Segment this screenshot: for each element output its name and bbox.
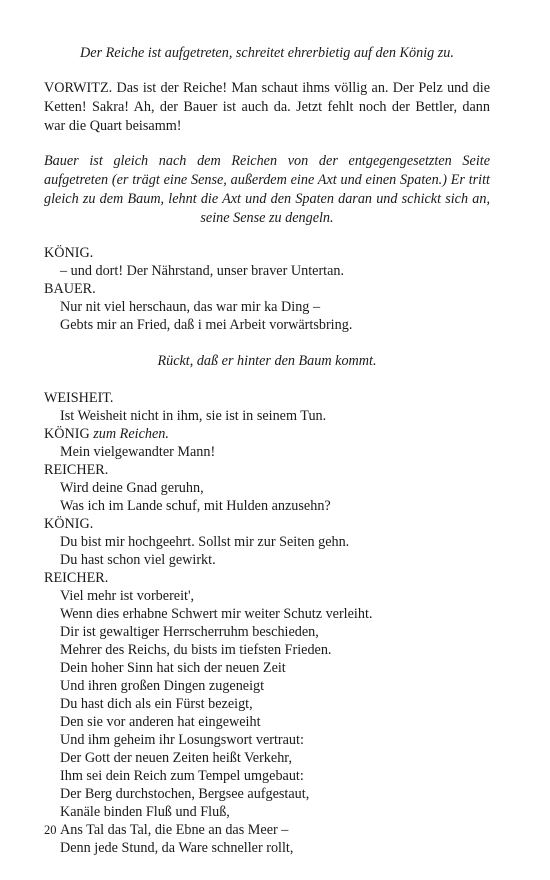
stage-direction: Der Reiche ist aufgetreten, schreitet ehrerbietig auf den König zu. [80, 45, 454, 61]
verse-line: – und dort! Der Nährstand, unser braver Untertan. [60, 263, 345, 279]
verse-line: Dir ist gewaltiger Herrscherruhm beschieden, [60, 624, 319, 640]
speaker-name: REICHER. [44, 462, 109, 478]
verse-line: Kanäle binden Fluß und Fluß, [60, 804, 230, 820]
verse-line: Der Gott der neuen Zeiten heißt Verkehr, [60, 750, 292, 766]
verse-line: Denn jede Stund, da Ware schneller rollt, [60, 840, 294, 856]
verse-line: Du hast dich als ein Fürst bezeigt, [60, 696, 253, 712]
speaker-name: KÖNIG [44, 426, 90, 442]
verse-line: Viel mehr ist vorbereit', [60, 588, 195, 604]
speaker-name: REICHER. [44, 570, 109, 586]
speaker-name: KÖNIG. [44, 516, 94, 532]
prose-paragraph-vorwitz: VORWITZ. Das ist der Reiche! Man schaut ihms völlig an. Der Pelz und die Ketten! Sakra! Ah, der Bauer ist auch da. Jetzt fehlt noch der Bettler, dann war die Quart beisamm! [44, 80, 490, 134]
inline-stage-direction: zum Reichen. [93, 426, 169, 442]
verse-line: Ist Weisheit nicht in ihm, sie ist in seinem Tun. [60, 408, 327, 424]
verse-line: Und ihm geheim ihr Losungswort vertraut: [60, 732, 304, 748]
verse-line: Wird deine Gnad geruhn, [60, 480, 204, 496]
verse-line: Der Berg durchstochen, Bergsee aufgestaut, [60, 786, 310, 802]
speaker-name: KÖNIG. [44, 245, 94, 261]
stage-direction: Bauer ist gleich nach dem Reichen von der entgegengesetzten Seite aufgetreten (er trägt eine Sense, außerdem eine Axt und einen Spaten.) Er tritt gleich zu dem Baum, lehnt die Axt und den Spaten daran und schickt sich an, seine Sense zu dengeln. [44, 153, 490, 226]
verse-line: Den sie vor anderen hat eingeweiht [60, 714, 261, 730]
speaker-name: BAUER. [44, 281, 96, 297]
verse-line: Du bist mir hochgeehrt. Sollst mir zur Seiten gehn. [60, 534, 350, 550]
verse-line: Mehrer des Reichs, du bists im tiefsten Frieden. [60, 642, 332, 658]
verse-line: Ans Tal das Tal, die Ebne an das Meer – [60, 822, 289, 838]
page-number: 20 [44, 823, 57, 837]
verse-line: Du hast schon viel gewirkt. [60, 552, 216, 568]
verse-line: Nur nit viel herschaun, das war mir ka Ding – [60, 299, 321, 315]
verse-line: Was ich im Lande schuf, mit Hulden anzusehn? [60, 498, 331, 514]
page-content [44, 44, 490, 857]
verse-line: Gebts mir an Fried, daß i mei Arbeit vorwärtsbring. [60, 317, 353, 333]
verse-line: Und ihren großen Dingen zugeneigt [60, 678, 265, 694]
speaker-line-with-direction [44, 425, 490, 443]
verse-line: Wenn dies erhabne Schwert mir weiter Schutz verleiht. [60, 606, 373, 622]
verse-line: Ihm sei dein Reich zum Tempel umgebaut: [60, 768, 304, 784]
verse-line: Mein vielgewandter Mann! [60, 444, 216, 460]
verse-line: Dein hoher Sinn hat sich der neuen Zeit [60, 660, 286, 676]
stage-direction: Rückt, daß er hinter den Baum kommt. [157, 353, 377, 369]
speaker-name: WEISHEIT. [44, 390, 114, 406]
